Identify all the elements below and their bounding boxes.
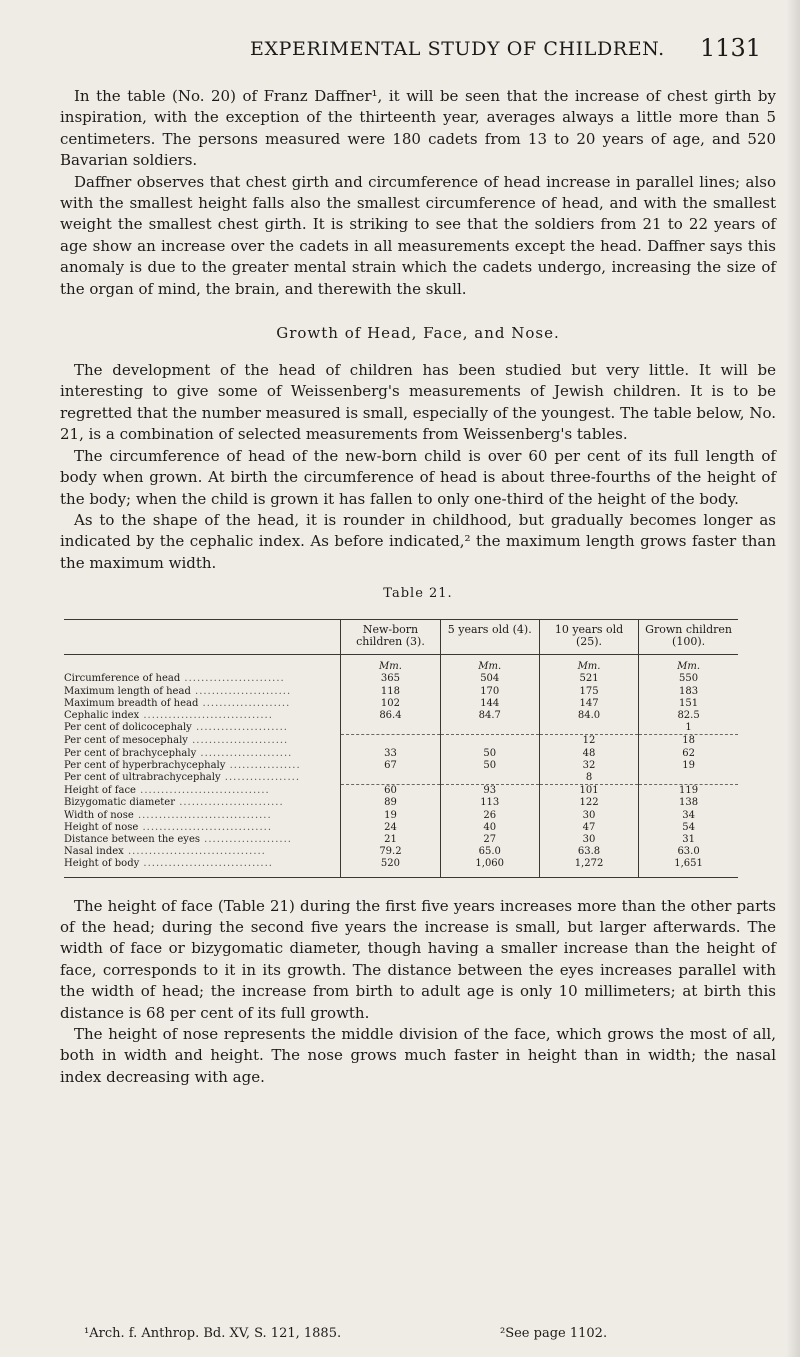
value-cell: 21 — [341, 834, 440, 846]
row-label-text: Bizygomatic diameter — [64, 797, 176, 809]
value-cell: 40 — [440, 822, 539, 834]
value-cell — [440, 735, 539, 748]
value-cell: 60 — [341, 785, 440, 798]
table-row — [64, 834, 738, 846]
value-cell: 118 — [341, 686, 440, 698]
value-cell: 31 — [639, 834, 738, 846]
leader-dots: ........................ — [180, 673, 285, 685]
value-cell: 1,272 — [539, 858, 638, 877]
row-label — [64, 785, 341, 798]
value-cell: 86.4 — [341, 710, 440, 722]
value-cell: 521 — [539, 673, 638, 685]
value-cell: 18 — [639, 735, 738, 748]
page-number: 1131 — [700, 34, 762, 62]
column-header: New-born children (3). — [341, 620, 440, 655]
value-cell — [440, 772, 539, 785]
value-cell: 147 — [539, 698, 638, 710]
value-cell: 32 — [539, 760, 638, 772]
row-label-text: Height of face — [64, 784, 136, 796]
value-cell: 151 — [639, 698, 738, 710]
row-label — [64, 822, 341, 834]
table-row — [64, 772, 738, 785]
value-cell: 19 — [341, 810, 440, 822]
table-row — [64, 686, 738, 698]
table-row — [64, 710, 738, 722]
column-header: 10 years old (25). — [539, 620, 638, 655]
value-cell: 34 — [639, 810, 738, 822]
value-cell: 62 — [639, 748, 738, 760]
row-label — [64, 858, 341, 877]
value-cell — [639, 772, 738, 785]
value-cell: 175 — [539, 686, 638, 698]
leader-dots: ................................ — [133, 809, 272, 821]
table-row — [64, 673, 738, 685]
table-header-blank — [64, 620, 341, 655]
value-cell: 79.2 — [341, 846, 440, 858]
value-cell: 30 — [539, 810, 638, 822]
row-label — [64, 673, 341, 685]
value-cell: 54 — [639, 822, 738, 834]
value-cell: 82.5 — [639, 710, 738, 722]
row-label-text: Per cent of ultrabrachycephaly — [64, 772, 221, 784]
paragraph: The circumference of head of the new-born child is over 60 per cent of its full length of body when grown. At birth the circumference of head is about three-fourths of the height of the body; when the child is grown it has fallen to only one-third of the height of the body. — [60, 446, 776, 508]
value-cell: 119 — [639, 785, 738, 798]
paragraph: In the table (No. 20) of Franz Daffner¹, it will be seen that the increase of chest girth by inspiration, with the exception of the thirteenth year, averages always a little more than 5 centimeters. The persons measured were 180 cadets from 13 to 20 years of age, and 520 Bavarian soldiers. — [60, 87, 776, 170]
value-cell: 520 — [341, 858, 440, 877]
value-cell: 63.0 — [639, 846, 738, 858]
paragraph: Daffner observes that chest girth and circumference of head increase in parallel lines; also with the smallest height falls also the smallest circumference of head, and with the smallest weight the smallest chest girth. It is striking to see that the soldiers from 21 to 22 years of age show an increase over the cadets in all measurements except the head. Daffner says this anomaly is due to the greater mental strain which the cadets undergo, increasing the size of the organ of mind, the brain, and therewith the skull. — [60, 172, 776, 298]
row-label — [64, 772, 341, 785]
unit-cell: Mm. — [440, 655, 539, 674]
value-cell — [440, 722, 539, 735]
row-label-text: Maximum breadth of head — [64, 697, 199, 709]
table-row — [64, 748, 738, 760]
table-title: Table 21. — [383, 586, 453, 602]
unit-row — [64, 655, 738, 674]
value-cell: 138 — [639, 797, 738, 809]
row-label — [64, 748, 341, 760]
value-cell: 1,060 — [440, 858, 539, 877]
row-label — [64, 686, 341, 698]
leader-dots: ................................. — [123, 846, 266, 858]
value-cell: 50 — [440, 748, 539, 760]
table-row — [64, 797, 738, 809]
row-label — [64, 735, 341, 748]
footnote: ¹Arch. f. Anthrop. Bd. XV, S. 121, 1885. — [84, 1326, 342, 1341]
table-header-row — [64, 620, 738, 655]
table-row — [64, 846, 738, 858]
value-cell: 30 — [539, 834, 638, 846]
row-label-text: Height of nose — [64, 821, 139, 833]
table-row — [64, 810, 738, 822]
value-cell: 8 — [539, 772, 638, 785]
running-title: EXPERIMENTAL STUDY OF CHILDREN. — [250, 38, 665, 60]
table-row — [64, 698, 738, 710]
leader-dots: ..................... — [198, 697, 291, 709]
value-cell: 1,651 — [639, 858, 738, 877]
leader-dots: ....................... — [190, 685, 292, 697]
value-cell: 67 — [341, 760, 440, 772]
column-header: 5 years old (4). — [440, 620, 539, 655]
leader-dots: ......................... — [175, 797, 284, 809]
row-label-text: Per cent of hyperbrachycephaly — [64, 759, 226, 771]
row-label — [64, 760, 341, 772]
unit-cell: Mm. — [639, 655, 738, 674]
value-cell — [539, 722, 638, 735]
value-cell: 93 — [440, 785, 539, 798]
value-cell — [341, 735, 440, 748]
value-cell: 27 — [440, 834, 539, 846]
leader-dots: ............................... — [139, 709, 273, 721]
value-cell: 47 — [539, 822, 638, 834]
paragraph: The height of face (Table 21) during the first five years increases more than the other parts of the head; during the second five years the increase is small, but larger afterwards. The width of face or bizygomatic diameter, though having a smaller increase than the height of face, corresponds to it in its growth. The distance between the eyes increases parallel with the width of head; the increase from birth to adult age is only 10 millimeters; at birth this distance is 68 per cent of its full growth. — [60, 896, 776, 1022]
body-text — [60, 86, 776, 1088]
value-cell: 144 — [440, 698, 539, 710]
value-cell: 183 — [639, 686, 738, 698]
row-label — [64, 698, 341, 710]
page-edge-shadow — [786, 0, 800, 1357]
measurements-table — [64, 619, 738, 877]
leader-dots: ....................... — [187, 735, 289, 747]
value-cell: 365 — [341, 673, 440, 685]
table-row — [64, 785, 738, 798]
row-label-text: Height of body — [64, 858, 140, 870]
value-cell: 170 — [440, 686, 539, 698]
value-cell: 50 — [440, 760, 539, 772]
value-cell: 26 — [440, 810, 539, 822]
table-row — [64, 760, 738, 772]
column-header: Grown children (100). — [639, 620, 738, 655]
value-cell: 1 — [639, 722, 738, 735]
row-label-text: Width of nose — [64, 809, 134, 821]
leader-dots: ...................... — [191, 722, 288, 734]
value-cell: 84.0 — [539, 710, 638, 722]
table-row — [64, 722, 738, 735]
table-row — [64, 735, 738, 748]
value-cell — [341, 722, 440, 735]
row-label-text: Distance between the eyes — [64, 833, 200, 845]
paragraph: The development of the head of children has been studied but very little. It will be interesting to give some of Weissenberg's measurements of Jewish children. It is to be regretted that the number measured is small, especially of the youngest. The table below, No. 21, is a combination of selected measurements from Weissenberg's tables. — [60, 361, 776, 444]
leader-dots: ............................... — [139, 858, 273, 870]
row-label-text: Per cent of dolicocephaly — [64, 722, 192, 734]
table-row — [64, 858, 738, 877]
value-cell: 19 — [639, 760, 738, 772]
row-label — [64, 797, 341, 809]
value-cell: 84.7 — [440, 710, 539, 722]
paragraph: The height of nose represents the middle division of the face, which grows the most of all, both in width and height. The nose grows much faster in height than in width; the nasal index decreasing with age. — [60, 1025, 776, 1086]
leader-dots: ...................... — [196, 747, 293, 759]
leader-dots: ..................... — [200, 833, 292, 845]
leader-dots: .................. — [220, 772, 301, 784]
running-head — [0, 34, 800, 64]
row-label — [64, 810, 341, 822]
row-label — [64, 846, 341, 858]
leader-dots: ............................... — [138, 821, 273, 833]
value-cell: 101 — [539, 785, 638, 798]
row-label — [64, 722, 341, 735]
value-cell: 63.8 — [539, 846, 638, 858]
value-cell: 122 — [539, 797, 638, 809]
leader-dots: ............................... — [135, 784, 270, 796]
row-label — [64, 710, 341, 722]
unit-cell: Mm. — [539, 655, 638, 674]
value-cell: 102 — [341, 698, 440, 710]
section-heading: Growth of Head, Face, and Nose. — [276, 324, 560, 343]
row-label-text: Nasal index — [64, 846, 124, 858]
value-cell: 504 — [440, 673, 539, 685]
table-body — [64, 655, 738, 877]
after-table-text — [60, 896, 776, 1089]
value-cell: 33 — [341, 748, 440, 760]
value-cell: 24 — [341, 822, 440, 834]
value-cell: 550 — [639, 673, 738, 685]
value-cell — [341, 772, 440, 785]
paragraph: As to the shape of the head, it is rounder in childhood, but gradually becomes longer as indicated by the cephalic index. As before indicated,² the maximum length grows faster than the maximum width. — [60, 510, 776, 572]
value-cell: 48 — [539, 748, 638, 760]
unit-cell: Mm. — [341, 655, 440, 674]
value-cell: 113 — [440, 797, 539, 809]
row-label — [64, 834, 341, 846]
row-label-text: Maximum length of head — [64, 685, 191, 697]
value-cell: 12 — [539, 735, 638, 748]
value-cell: 65.0 — [440, 846, 539, 858]
value-cell: 89 — [341, 797, 440, 809]
row-label-text: Per cent of mesocephaly — [64, 735, 188, 747]
unit-row-label — [64, 655, 341, 674]
leader-dots: ................. — [225, 759, 301, 771]
footnote: ²See page 1102. — [500, 1326, 608, 1341]
row-label-text: Circumference of head — [64, 673, 181, 685]
table-row — [64, 822, 738, 834]
row-label-text: Cephalic index — [64, 709, 140, 721]
row-label-text: Per cent of brachycephaly — [64, 747, 197, 759]
